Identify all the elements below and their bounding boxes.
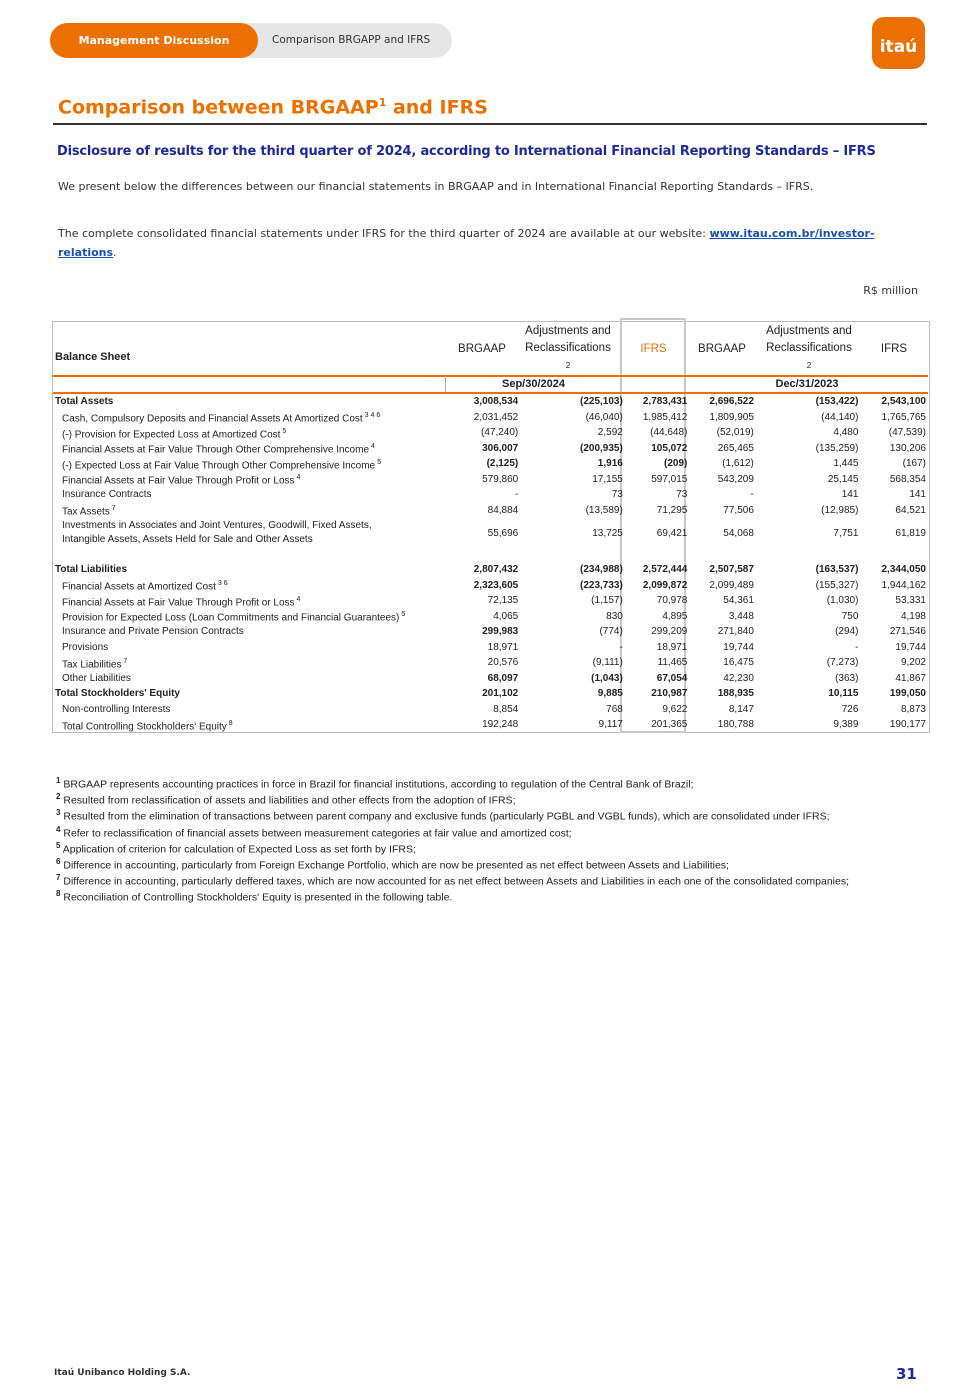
row-value: - (514, 489, 519, 501)
row-value: 1,445 (833, 458, 859, 470)
row-value: 299,983 (482, 626, 519, 638)
row-value: 11,465 (657, 657, 688, 669)
row-value: (225,103) (580, 396, 623, 408)
row-label-footnote-ref: 3 6 (215, 580, 228, 588)
row-value: 271,840 (717, 626, 754, 638)
row-value: (167) (902, 458, 926, 470)
row-value: 13,725 (592, 527, 623, 539)
row-value: (153,422) (815, 396, 859, 408)
row-value: 192,248 (482, 719, 519, 731)
footnote: $^6$ Difference in accounting, particularly from Foreign Exchange Portfolio, which are now be presented as net effect between Assets and Liabilities; (56, 856, 729, 872)
row-label: Investments in Associates and Joint Ventures, Goodwill, Fixed Assets, Intangible Assets, Assets Held for Sale and Other Assets (62, 520, 372, 545)
table-row (53, 593, 928, 609)
table-row (53, 410, 928, 426)
row-value: 19,744 (723, 641, 754, 653)
header-divider (53, 375, 928, 377)
page-title: Comparison between BRGAAP$^1$ and IFRS (58, 96, 488, 119)
row-value: 4,480 (833, 427, 859, 439)
row-value: (223,733) (580, 579, 623, 591)
footnote: $^2$ Resulted from reclassification of assets and liabilities and other effects from the adoption of IFRS; (56, 792, 516, 807)
row-value: 2,344,050 (881, 564, 926, 576)
row-value: - (619, 641, 623, 653)
row-value: 4,895 (662, 610, 688, 622)
row-label-footnote-ref: 7 (121, 657, 128, 665)
footnotes (56, 776, 849, 906)
row-value: 2,807,432 (473, 564, 519, 576)
row-value: 69,421 (656, 527, 688, 539)
row-value: 18,971 (656, 641, 688, 653)
row-label: (-) Provision for Expected Loss at Amortized Cost $^5$ (62, 427, 287, 440)
row-value: 2,031,452 (473, 411, 519, 423)
row-value: 8,873 (900, 703, 926, 715)
row-value: 726 (841, 703, 859, 715)
row-value: (44,140) (821, 411, 859, 423)
row-value: 568,354 (889, 473, 926, 485)
row-value: (294) (835, 626, 859, 638)
intro-paragraph: We present below the differences between our financial statements in BRGAAP and in International Financial Reporting Standards – IFRS. (58, 180, 814, 193)
row-value: 768 (606, 703, 623, 715)
row-value: (7,273) (826, 657, 859, 669)
row-label: Financial Assets at Fair Value Through Other Comprehensive Income $^4$ (62, 443, 375, 456)
row-value: 105,072 (651, 442, 688, 454)
row-value: 73 (611, 489, 623, 501)
table-spacer-row (53, 548, 928, 562)
row-label-footnote-ref: 5 (375, 458, 381, 466)
row-value: 199,050 (889, 688, 926, 700)
row-value: (12,985) (821, 504, 859, 516)
row-value: (1,157) (591, 595, 623, 607)
row-value: 750 (841, 610, 859, 622)
row-label: Provision for Expected Loss (Loan Commitments and Financial Guarantees) $^5$ (62, 611, 406, 624)
row-value: 72,135 (487, 595, 519, 607)
page-number: 31 (896, 1365, 917, 1383)
row-label-footnote-ref: 8 (226, 719, 233, 727)
row-value: 18,971 (487, 641, 519, 653)
footnote: $^1$ BRGAAP represents accounting practices in force in Brazil for financial institutions, according to regulation of the Central Bank of Brazil; (56, 776, 694, 791)
row-label-footnote-ref: 7 (109, 505, 116, 513)
period-separator (445, 376, 446, 392)
row-value: 3,448 (728, 610, 754, 622)
row-value: 9,622 (662, 703, 688, 715)
row-value: - (855, 641, 859, 653)
itau-logo: itaú (872, 17, 925, 69)
row-value: 54,068 (723, 527, 754, 539)
row-value: 180,788 (717, 719, 754, 731)
row-label: Non-controlling Interests (62, 703, 171, 715)
row-label-footnote-ref: 5 (399, 611, 406, 619)
row-value: 9,389 (833, 719, 859, 731)
row-value: 84,884 (487, 504, 519, 516)
row-label-footnote-ref: 4 (294, 595, 301, 603)
row-value: (774) (599, 626, 623, 638)
table-row (53, 624, 928, 640)
row-label-footnote-ref: 4 (369, 443, 375, 451)
row-value: 210,987 (651, 688, 688, 700)
row-value: 73 (676, 489, 688, 501)
row-label: Total Liabilities (55, 564, 128, 576)
row-value: 10,115 (828, 688, 859, 700)
tab-comparison[interactable]: Comparison BRGAPP and IFRS (272, 34, 431, 46)
row-value: 7,751 (833, 527, 859, 539)
table-row (53, 394, 928, 410)
row-value: 597,015 (651, 473, 688, 485)
row-label: (-) Expected Loss at Fair Value Through Other Comprehensive Income $^5$ (62, 458, 381, 471)
table-row (53, 503, 928, 519)
row-label: Tax Liabilities $^7$ (62, 657, 128, 670)
row-value: (1,612) (722, 458, 754, 470)
row-label: Cash, Compulsory Deposits and Financial Assets At Amortized Cost $^{3 4 6}$ (62, 412, 381, 425)
row-value: 20,576 (487, 657, 519, 669)
row-value: (13,589) (585, 504, 623, 516)
row-label-footnote-ref: 5 (280, 427, 287, 435)
row-value: 141 (841, 489, 859, 501)
row-label: Total Controlling Stockholders' Equity $^8$ (62, 719, 233, 732)
row-value: 201,365 (651, 719, 688, 731)
row-value: 306,007 (482, 442, 519, 454)
row-value: 1,809,905 (709, 411, 754, 423)
row-value: 42,230 (723, 672, 754, 684)
row-value: 265,465 (717, 442, 754, 454)
period-dec-2023: Dec/31/2023 (775, 378, 839, 390)
row-label-footnote-ref: 4 (294, 474, 301, 482)
row-value: (47,240) (481, 427, 519, 439)
row-value: 2,507,587 (709, 564, 754, 576)
row-value: 299,209 (651, 626, 688, 638)
table-row (53, 640, 928, 656)
row-value: 188,935 (717, 688, 754, 700)
table-row (53, 562, 928, 578)
row-value: (46,040) (585, 411, 623, 423)
row-value: 8,854 (493, 703, 519, 715)
row-value: 4,198 (900, 610, 926, 622)
table-row (53, 671, 928, 687)
row-value: (209) (664, 458, 688, 470)
row-value: 271,546 (889, 626, 926, 638)
table-row (53, 578, 928, 594)
row-label-footnote-ref: 3 4 6 (362, 412, 381, 420)
row-value: 1,944,162 (881, 579, 926, 591)
row-value: (47,539) (888, 427, 926, 439)
row-value: 16,475 (723, 657, 754, 669)
row-label: Total Stockholders' Equity (55, 688, 180, 700)
row-value: 55,696 (487, 527, 519, 539)
col-header-adjustments-1: Adjustments and Reclassifications 2 (525, 325, 611, 370)
table-title: Balance Sheet (55, 351, 131, 363)
row-value: 190,177 (889, 719, 926, 731)
row-value: (234,988) (580, 564, 623, 576)
row-value: 1,765,765 (881, 411, 926, 423)
table-row (53, 609, 928, 625)
period-sep-2024: Sep/30/2024 (502, 378, 565, 390)
row-value: (200,935) (580, 442, 623, 454)
title-rule (53, 123, 927, 125)
col-header-brgaap-2: BRGAAP (698, 343, 746, 355)
table-row (53, 518, 928, 548)
row-value: 2,592 (597, 427, 623, 439)
col-header-adjustments-2: Adjustments and Reclassifications 2 (766, 325, 852, 370)
row-value: 8,147 (728, 703, 754, 715)
footnote: $^4$ Refer to reclassification of financial assets between measurement categories at fair value and amortized cost; (56, 824, 572, 840)
row-value: 2,783,431 (642, 396, 688, 408)
row-value: 61,819 (895, 527, 926, 539)
table-row (53, 472, 928, 488)
table-row (53, 487, 928, 503)
table-row (53, 655, 928, 671)
row-value: 3,008,534 (473, 396, 519, 408)
row-label: Total Assets (55, 396, 114, 408)
row-value: 579,860 (482, 473, 519, 485)
row-value: 17,155 (592, 473, 623, 485)
row-label: Financial Assets at Fair Value Through Profit or Loss $^4$ (62, 474, 301, 487)
row-value: (135,259) (815, 442, 859, 454)
col-header-ifrs-1: IFRS (640, 343, 667, 355)
row-value: 130,206 (889, 442, 926, 454)
section-tabs (50, 23, 452, 82)
row-label: Tax Assets $^7$ (62, 505, 116, 518)
row-value: 2,099,872 (642, 579, 688, 591)
table-row (53, 456, 928, 472)
row-value: 9,202 (900, 657, 926, 669)
row-value: 53,331 (895, 595, 926, 607)
row-value: 2,323,605 (473, 579, 519, 591)
investor-relations-link[interactable]: www.itau.com.br/investor-relations (58, 227, 875, 259)
col-header-brgaap-1: BRGAAP (458, 343, 506, 355)
table-row (53, 717, 928, 733)
col-header-ifrs-2: IFRS (880, 343, 908, 355)
row-label: Other Liabilities (62, 672, 131, 684)
row-label: Insurance Contracts (62, 489, 152, 501)
table-row (53, 425, 928, 441)
row-value: 9,885 (597, 688, 623, 700)
row-label: Provisions (62, 641, 109, 653)
website-paragraph: The complete consolidated financial statements under IFRS for the third quarter of 2024 are available at our website: www.itau.com.br/investor-relations. (58, 227, 875, 259)
tab-management-discussion[interactable]: Management Discussion &Analysis (50, 23, 258, 58)
row-label: Financial Assets at Fair Value Through Profit or Loss $^4$ (62, 595, 301, 608)
row-value: 54,361 (723, 595, 754, 607)
row-value: 77,506 (723, 504, 754, 516)
row-value: 543,209 (717, 473, 754, 485)
footnote: $^7$ Difference in accounting, particularly deffered taxes, which are now accounted for as net effect between Assets and Liabilities in each one of the consolidated companies; (56, 873, 850, 888)
row-value: 2,099,489 (709, 579, 754, 591)
row-value: - (750, 489, 754, 501)
row-value: (1,043) (591, 672, 623, 684)
balance-sheet-table (53, 394, 928, 733)
row-value: (363) (835, 672, 859, 684)
row-value: 830 (606, 610, 623, 622)
row-value: 67,054 (656, 672, 688, 684)
row-value: (2,125) (486, 458, 519, 470)
row-value: 4,065 (493, 610, 519, 622)
row-value: (163,537) (815, 564, 859, 576)
table-row (53, 702, 928, 718)
row-value: 41,867 (895, 672, 926, 684)
row-value: 2,543,100 (881, 396, 926, 408)
row-value: (44,648) (650, 427, 688, 439)
table-row (53, 441, 928, 457)
row-value: 141 (909, 489, 926, 501)
row-value: 2,696,522 (709, 396, 754, 408)
section-subtitle: Disclosure of results for the third quarter of 2024, according to International Financial Reporting Standards – IFRS (57, 144, 876, 159)
row-value: 70,978 (656, 595, 688, 607)
row-value: (1,030) (826, 595, 859, 607)
row-value: 68,097 (487, 672, 519, 684)
row-value: 201,102 (482, 688, 519, 700)
row-value: (9,111) (592, 657, 623, 669)
row-value: 19,744 (895, 641, 926, 653)
row-label: Insurance and Private Pension Contracts (62, 626, 244, 638)
row-value: 1,985,412 (642, 411, 688, 423)
row-value: 2,572,444 (642, 564, 688, 576)
row-value: 1,916 (597, 458, 623, 470)
unit-label: R$ million (863, 284, 918, 297)
row-label: Financial Assets at Amortized Cost $^{3 6}$ (62, 580, 228, 593)
footnote: $^3$ Resulted from the elimination of transactions between parent company and exclusive funds (particularly PGBL and VGBL funds), which are consolidated under IFRS; (56, 808, 830, 823)
row-label-line2: Intangible Assets, Assets Held for Sale and Other Assets (62, 534, 313, 545)
row-value: 9,117 (598, 719, 623, 731)
row-value: 25,145 (827, 473, 859, 485)
row-value: (52,019) (716, 427, 754, 439)
row-value: (155,327) (815, 579, 859, 591)
footnote: $^8$ Reconciliation of Controlling Stockholders' Equity is presented in the following table. (56, 889, 453, 904)
footnote: $^5$ Application of criterion for calculation of Expected Loss as set forth by IFRS; (56, 840, 416, 856)
row-value: 64,521 (895, 504, 926, 516)
row-value: 71,295 (656, 504, 688, 516)
footer-company: Itaú Unibanco Holding S.A. (54, 1368, 191, 1378)
table-row (53, 686, 928, 702)
